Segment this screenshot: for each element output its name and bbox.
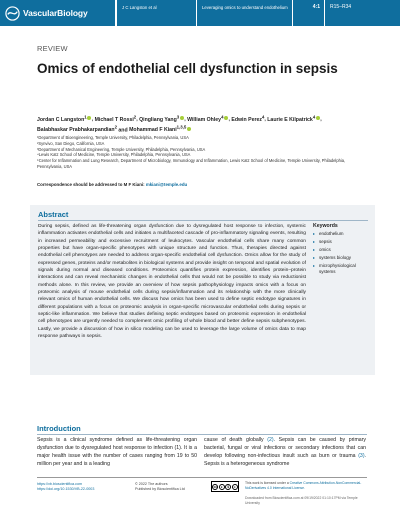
running-title: Leveraging omics to understand endothelium xyxy=(196,0,292,26)
intro-column-left: Sepsis is a clinical syndrome defined as life-threatening organ dysfunction due to dysregulated host response to infection (1). It is a major health issue with the number of cases ranging from 19 to 50 million per year and is a leading xyxy=(37,437,197,467)
footer-divider xyxy=(37,477,367,478)
volume-issue: 4:1 xyxy=(292,0,324,26)
author[interactable]: William Ohley$^4$ xyxy=(187,117,228,123)
attribution-icon: ● xyxy=(220,484,223,489)
introduction-divider xyxy=(37,434,367,435)
citation-link[interactable]: (3) xyxy=(358,452,365,459)
keyword-item[interactable]: ▸ sepsis xyxy=(313,239,371,245)
journal-logo-icon xyxy=(5,6,20,21)
doi-link[interactable]: https://doi.org/10.1530/VB-22-0003 xyxy=(37,487,95,491)
introduction-heading: Introduction xyxy=(37,424,81,433)
noncommercial-icon: $ xyxy=(225,484,231,490)
keyword-item[interactable]: ▸ omics xyxy=(313,247,371,253)
keyword-item[interactable]: ▸ microphysiological systems xyxy=(313,263,371,275)
abstract-heading: Abstract xyxy=(38,210,69,219)
orcid-icon[interactable] xyxy=(180,116,184,120)
orcid-icon[interactable] xyxy=(224,116,228,120)
intro-column-right: cause of death globally (2). Sepsis can be caused by primary bacterial, fungal or viral infections or secondary infections that can develop following non-infectious insult such as burn or trauma (3). Sepsis is a heterogeneous syndrome xyxy=(204,437,366,467)
running-authors: J C Langston et al xyxy=(116,0,196,26)
affiliation: ⁴Lewis Katz School of Medicine, Temple University, Philadelphia, Pennsylvania, USA xyxy=(37,152,191,158)
affiliation: ²Synvivo, San Diego, California, USA xyxy=(37,140,105,146)
download-notice: Downloaded from Bioscientifica.com at 09/19/2022 01:10:17PM via Temple University xyxy=(245,496,358,505)
author[interactable]: Balabhaskar Prabhakarpandian$^2$ xyxy=(37,124,117,134)
author[interactable]: Mohammad F Kiani$^{1,3,5}$ xyxy=(129,127,191,133)
journal-url-link[interactable]: https://vb.bioscientifica.com xyxy=(37,482,83,486)
affiliation: ⁵Center for Inflammation and Lung Research, Department of Microbiology, Immunology and Inflammation, Lewis Katz School of Medicine, Temple University, Philadelphia, Pennsylvania, USA xyxy=(37,158,346,169)
author[interactable]: Michael T Rossi$^2$ xyxy=(94,114,137,123)
orcid-icon[interactable] xyxy=(316,116,320,120)
journal-brand[interactable] xyxy=(0,0,115,26)
affiliation: ¹Department of Bioengineering, Temple University, Philadelphia, Pennsylvania, USA xyxy=(37,135,189,140)
keyword-list xyxy=(313,231,371,277)
correspondence-email-link[interactable]: mkiani@temple.edu xyxy=(145,182,188,187)
article-type: REVIEW xyxy=(37,44,68,53)
orcid-icon[interactable] xyxy=(87,116,91,120)
cc-icon: cc xyxy=(213,484,218,489)
keyword-item[interactable]: ▸ systems biology xyxy=(313,255,371,261)
noderivatives-icon: = xyxy=(232,484,238,490)
affiliations xyxy=(37,135,367,170)
affiliation: ³Department of Mechanical Engineering, Temple University, Philadelphia, Pennsylvania, USA xyxy=(37,146,206,152)
journal-header xyxy=(0,0,400,26)
keywords-heading: Keywords xyxy=(313,223,338,229)
license-notice: This work is licensed under a Creative Commons Attribution-NonCommercial-NoDerivatives 4.0 International License. xyxy=(245,481,362,490)
orcid-icon[interactable] xyxy=(187,127,191,131)
creative-commons-badge-icon[interactable] xyxy=(211,481,239,492)
author[interactable]: Jordan C Langston$^1$ xyxy=(37,117,92,123)
page-range: R15–R34 xyxy=(324,0,400,26)
author[interactable]: Qingliang Yang$^3$ xyxy=(139,117,184,123)
keyword-item[interactable]: ▸ endothelium xyxy=(313,231,371,237)
article-title: Omics of endothelial cell dysfunction in sepsis xyxy=(37,61,338,76)
correspondence: Correspondence should be addressed to M F Kiani: mkiani@temple.edu xyxy=(37,182,188,187)
citation-link[interactable]: (2) xyxy=(267,437,274,443)
license-link[interactable]: Creative Commons Attribution-NonCommercial-NoDerivatives 4.0 International License. xyxy=(245,481,362,490)
abstract-text: During sepsis, defined as life-threatening organ dysfunction due to dysregulated host response to infection, systemic inflammation activates endothelial cells and initiates a multifaceted cascade of pro-inflammatory signaling events, resulting in increased permeability and excessive recruitment of leukocytes. Vascular endothelial cells share many common properties but have organ-specific phenotypes with unique structure and function. Thus, therapies directed against endothelial cell phenotypes are needed to address organ-specific endothelial cell dysfunction. Omics allow for the study of expressed genes, proteins and/or metabolites in biological systems and provide insight on temporal and spatial evolution of signals during normal and diseased conditions. Proteomics quantifies protein expression, identifies protein–protein interactions and can reveal mechanistic changes in endothelial cells that would not be possible to study via reductionist methods alone. In this review, we provide an overview of how sepsis pathophysiology impacts omics with a focus on proteomic analysis of mouse endothelial cells during sepsis/inflammation and its relationship with the more clinically relevant omics of human endothelial cells. We discuss how omics has been used to define septic endotype signatures in different populations with a focus on proteomic analysis in organ-specific microvascular endothelial cells during sepsis or septic-like inflammation. We believe that studies defining septic endotypes based on proteomic expression in endothelial cell phenotypes are urgently needed to complement omic profiling of whole blood and better define sepsis subphenotypes. Lastly, we provide a discussion of how in silico modeling can be used to leverage the large volume of omics data to map response pathways in sepsis. xyxy=(38,224,306,340)
footer-copyright: © 2022 The authors Published by Bioscientifica Ltd xyxy=(135,482,185,491)
author-list: Jordan C Langston$^1$, Michael T Rossi$^2$, Qingliang Yang$^3$, William Ohley$^4$, Edwin Perez$^4$, Laurie E Kilpatrick$^4$, Balabhaskar Prabhakarpandian$^2$ and Mohammad F Kiani$^{1,3,5}$ xyxy=(37,114,322,134)
footer-links xyxy=(37,482,94,492)
author[interactable]: Laurie E Kilpatrick$^4$ xyxy=(267,117,320,123)
journal-name: VascularBiology xyxy=(23,8,88,18)
author[interactable]: Edwin Perez$^4$ xyxy=(231,114,265,123)
abstract-divider xyxy=(38,220,368,221)
